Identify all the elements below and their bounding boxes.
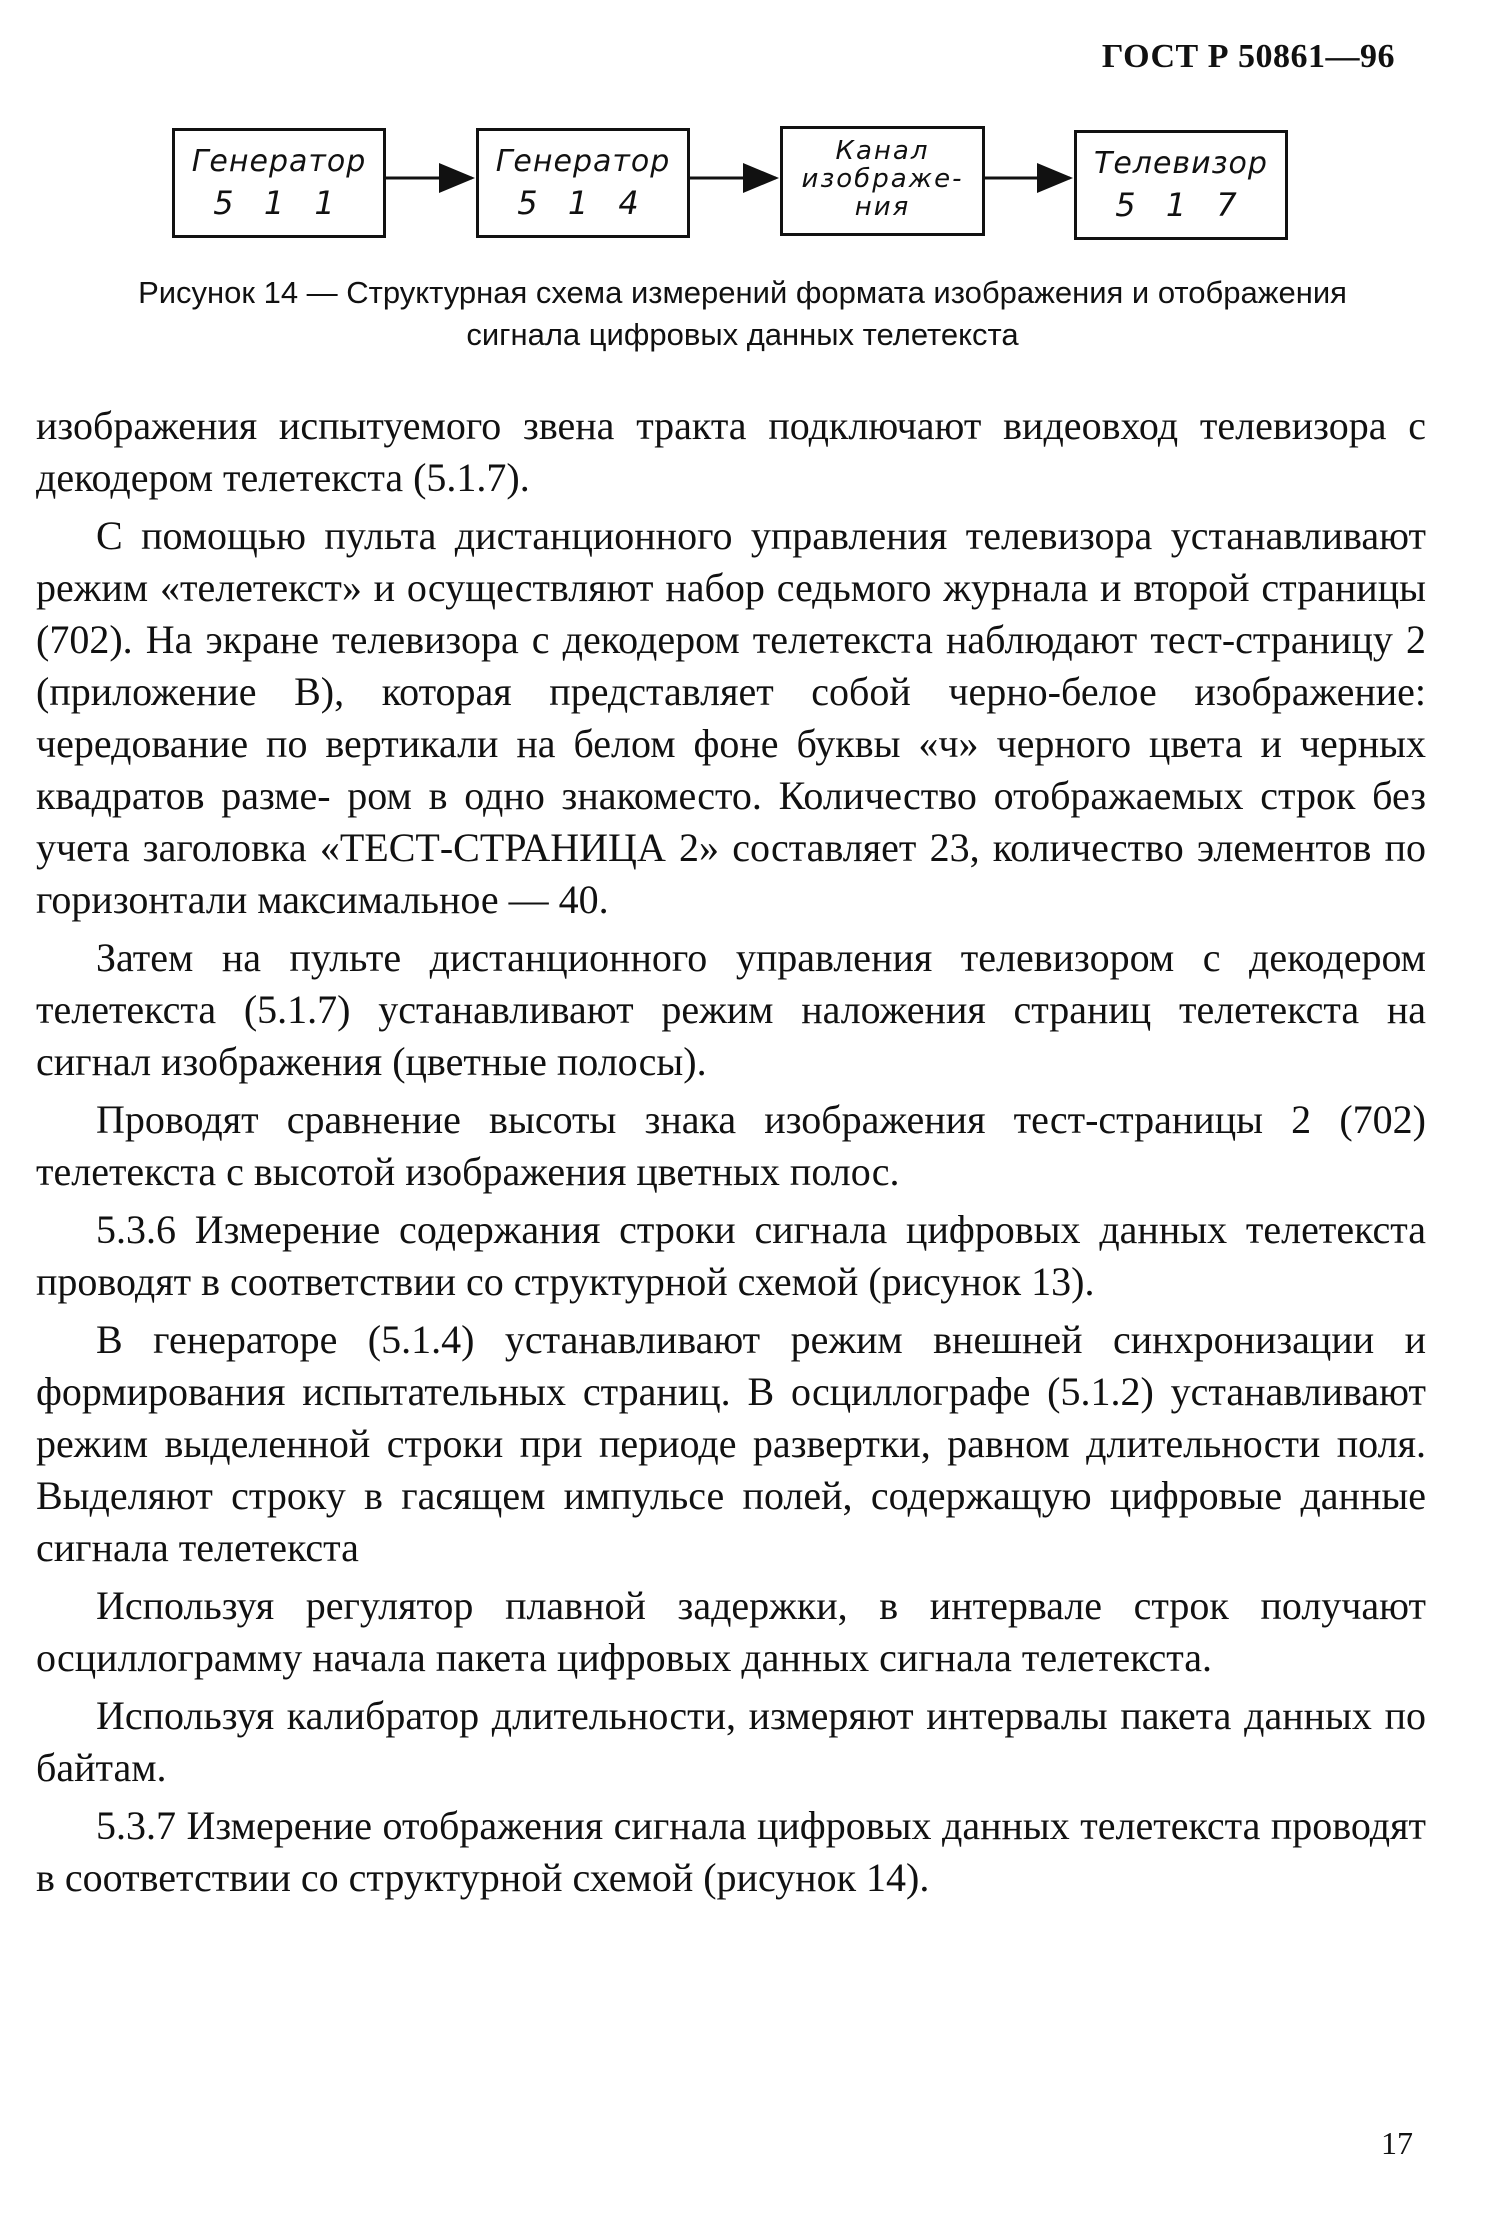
body-text <box>36 400 1426 1910</box>
paragraph: Затем на пульте дистанционного управления телевизором с декодером телетекста (5.1.7) устанавливают режим наложения страниц телетекста на сигнал изображения (цветные полосы). <box>36 935 1426 1084</box>
box-number: 5 1 1 <box>213 184 345 222</box>
page-number: 17 <box>1381 2125 1413 2161</box>
box-number: 5 1 7 <box>1115 186 1247 224</box>
figure-caption <box>0 272 1485 356</box>
generator-514-box <box>476 128 690 238</box>
box-number: 5 1 4 <box>517 184 649 222</box>
tv-517-box <box>1074 130 1288 240</box>
box-label-line3: ния <box>854 192 911 222</box>
box-label-line1: Канал <box>835 136 930 166</box>
box-label-line2: изображе- <box>801 164 964 194</box>
block-diagram <box>170 120 1320 245</box>
generator-511-box <box>172 128 386 238</box>
box-label: Генератор <box>495 144 671 179</box>
box-label: Телевизор <box>1094 146 1268 181</box>
paragraph: Используя калибратор длительности, измеряют интервалы пакета данных по байтам. <box>36 1693 1426 1790</box>
paragraph: С помощью пульта дистанционного управления телевизора устанавливают режим «телетекст» и осуществляют набор седьмого журнала и второй страницы (702). На экране телевизора с декодером телетекста наблюдают тест-страницу 2 (приложение В), которая представляет собой черно-белое изображение: чередование по вертикали на белом фоне буквы «ч» черного цвета и черных квадратов разме- ром в одно знакоместо. Количество отображаемых строк без учета заголовка «ТЕСТ-СТРАНИЦА 2» составляет 23, количество элементов по горизонтали максимальное — 40. <box>36 513 1426 922</box>
paragraph: Проводят сравнение высоты знака изображения тест-страницы 2 (702) телетекста с высотой изображения цветных полос. <box>36 1097 1426 1194</box>
box-label: Генератор <box>191 144 367 179</box>
paragraph: изображения испытуемого звена тракта подключают видеовход телевизора с декодером телетекста (5.1.7). <box>36 403 1426 500</box>
caption-line-1: Рисунок 14 — Структурная схема измерений формата изображения и отображения <box>138 275 1347 310</box>
paragraph: Используя регулятор плавной задержки, в интервале строк получают осциллограмму начала пакета цифровых данных сигнала телетекста. <box>36 1583 1426 1680</box>
paragraph: В генераторе (5.1.4) устанавливают режим внешней синхронизации и формирования испытательных страниц. В осциллографе (5.1.2) устанавливают режим выделенной строки при периоде развертки, равном длительности поля. Выделяют строку в гасящем импульсе полей, содержащую цифровые данные сигнала телетекста <box>36 1317 1426 1570</box>
paragraph: 5.3.6 Измерение содержания строки сигнала цифровых данных телетекста проводят в соответствии со структурной схемой (рисунок 13). <box>36 1207 1426 1304</box>
image-channel-box <box>780 126 985 236</box>
caption-line-2: сигнала цифровых данных телетекста <box>466 317 1019 352</box>
standard-header: ГОСТ Р 50861—96 <box>1101 38 1395 75</box>
paragraph: 5.3.7 Измерение отображения сигнала цифровых данных телетекста проводят в соответствии со структурной схемой (рисунок 14). <box>36 1803 1426 1900</box>
